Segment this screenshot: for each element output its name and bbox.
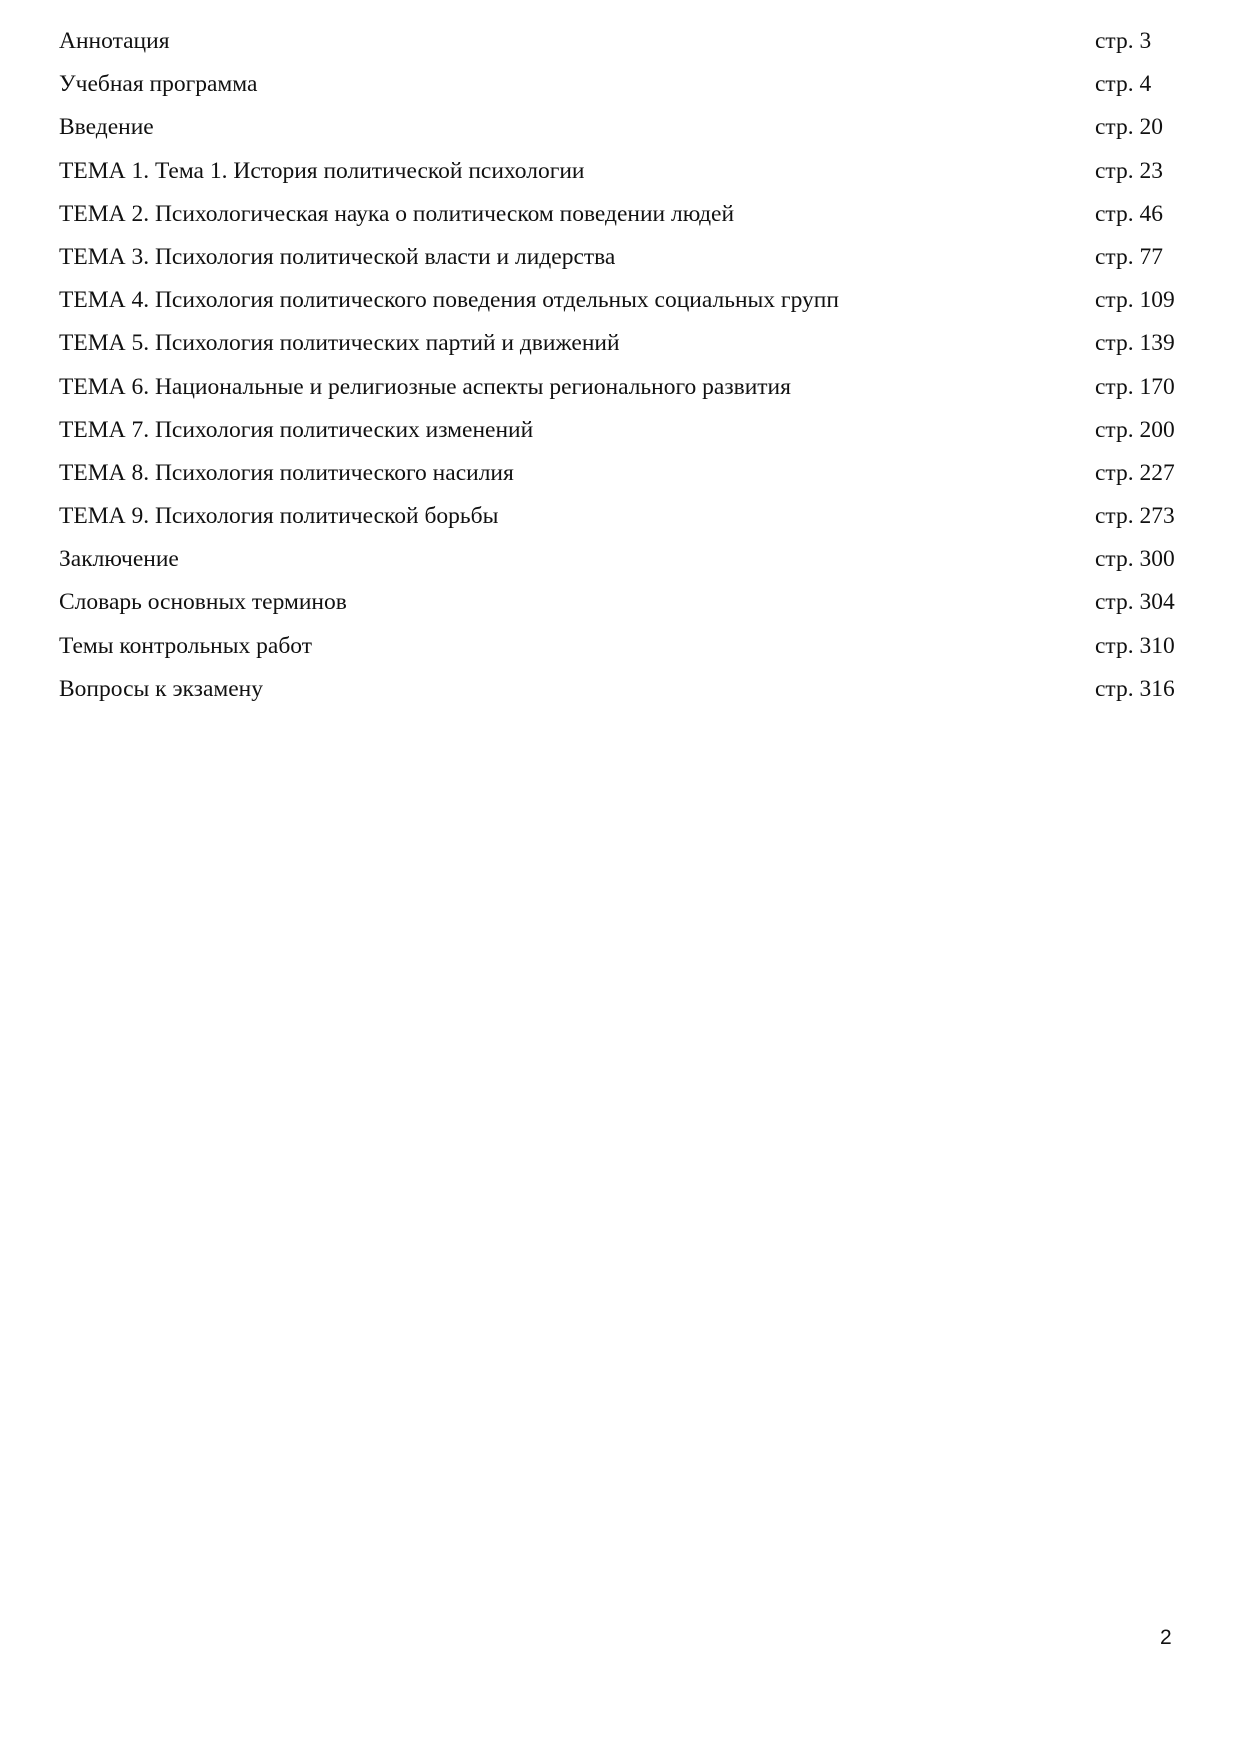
toc-item-title: Словарь основных терминов: [59, 589, 347, 616]
toc-item-topic-6: [59, 366, 1184, 409]
toc-item-title: Аннотация: [59, 28, 170, 54]
toc-item-topic-3: [59, 236, 1184, 279]
toc-item-curriculum: [59, 63, 1184, 106]
toc-item-page: стр. 300: [1095, 546, 1175, 573]
toc-item-topic-5: [59, 322, 1184, 365]
toc-item-conclusion: [59, 538, 1184, 581]
toc-item-page: стр. 304: [1095, 589, 1175, 616]
toc-item-exam-questions: [59, 668, 1184, 711]
toc-item-page: стр. 20: [1095, 114, 1163, 141]
toc-item-title: ТЕМА 8. Психология политического насилия: [59, 459, 514, 486]
toc-item-page: стр. 310: [1095, 632, 1175, 659]
toc-item-topic-9: [59, 495, 1184, 538]
table-of-contents: [59, 20, 1184, 711]
toc-item-topic-1: [59, 150, 1184, 193]
toc-item-page: стр. 139: [1095, 330, 1175, 357]
toc-item-topic-2: [59, 193, 1184, 236]
toc-item-page: стр. 4: [1095, 71, 1152, 98]
toc-item-title: Вопросы к экзамену: [59, 675, 264, 702]
toc-item-title: ТЕМА 3. Психология политической власти и лидерства: [59, 243, 616, 270]
toc-item-page: стр. 77: [1095, 243, 1163, 270]
toc-item-title: ТЕМА 2. Психологическая наука о политическом поведении людей: [59, 200, 735, 227]
toc-item-title: ТЕМА 4. Психология политического поведения отдельных социальных групп: [59, 287, 839, 314]
toc-item-page: стр. 273: [1095, 503, 1175, 530]
toc-item-glossary: [59, 581, 1184, 624]
toc-item-title: ТЕМА 6. Национальные и религиозные аспекты регионального развития: [59, 373, 791, 400]
toc-item-title: ТЕМА 7. Психология политических изменений: [59, 416, 534, 443]
toc-item-page: стр. 23: [1095, 157, 1163, 184]
toc-item-title: ТЕМА 9. Психология политической борьбы: [59, 503, 499, 530]
toc-item-page: стр. 109: [1095, 287, 1175, 314]
toc-item-page: стр. 170: [1095, 373, 1175, 400]
toc-item-topic-7: [59, 409, 1184, 452]
toc-item-page: стр. 3: [1095, 28, 1152, 54]
toc-item-title: Темы контрольных работ: [59, 632, 313, 659]
toc-item-annotation: [59, 20, 1184, 63]
page-number: 2: [1160, 1626, 1172, 1649]
toc-item-topic-4: [59, 279, 1184, 322]
toc-item-title: Введение: [59, 114, 154, 141]
toc-item-page: стр. 200: [1095, 416, 1175, 443]
toc-item-title: ТЕМА 5. Психология политических партий и движений: [59, 330, 620, 357]
toc-item-introduction: [59, 106, 1184, 149]
toc-item-page: стр. 316: [1095, 675, 1175, 702]
toc-item-topic-8: [59, 452, 1184, 495]
toc-item-title: Учебная программа: [59, 71, 258, 98]
toc-item-title: Заключение: [59, 546, 179, 573]
toc-item-page: стр. 227: [1095, 459, 1175, 486]
toc-item-test-topics: [59, 625, 1184, 668]
toc-item-title: ТЕМА 1. Тема 1. История политической психологии: [59, 157, 585, 184]
toc-item-page: стр. 46: [1095, 200, 1163, 227]
